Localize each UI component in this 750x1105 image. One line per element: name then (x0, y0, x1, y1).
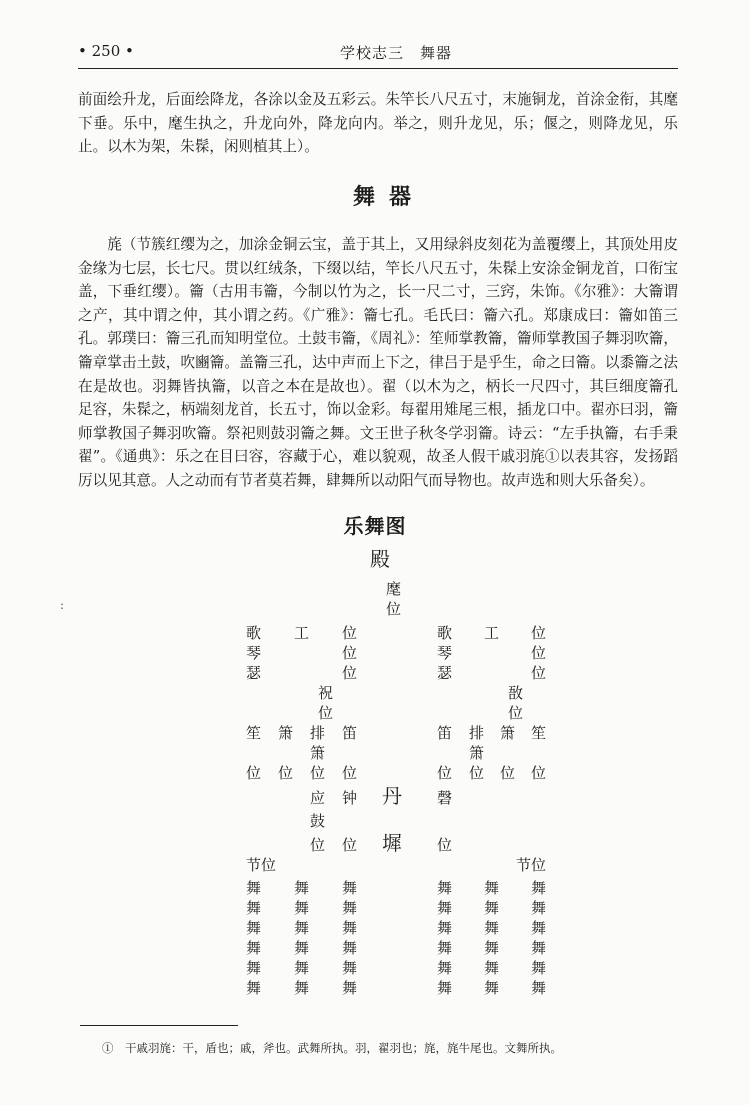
diagram-pai-left: 排 (310, 724, 326, 742)
diagram-dancer: 舞 (437, 879, 453, 897)
diagram-wei: 位 (246, 764, 262, 782)
diagram-dancer: 舞 (484, 879, 500, 897)
diagram-wei: 位 (342, 664, 358, 682)
diagram-dancer: 舞 (342, 879, 358, 897)
diagram-wei: 位 (437, 836, 453, 854)
diagram-qing: 磬 (437, 789, 453, 807)
diagram-gu: 鼓 (310, 812, 326, 830)
scan-speck: : (60, 598, 65, 612)
diagram-hui-wei: 位 (386, 600, 402, 618)
diagram-dancer: 舞 (294, 919, 310, 937)
diagram-dancer: 舞 (342, 919, 358, 937)
diagram-wei: 位 (310, 764, 326, 782)
diagram-dancer: 舞 (484, 919, 500, 937)
diagram-sheng-left: 笙 (246, 724, 262, 742)
diagram-dancer: 舞 (484, 979, 500, 997)
diagram-gong-right: 工 (484, 624, 500, 642)
page-number: • 250 • (78, 42, 134, 60)
diagram-title: 乐舞图 (343, 514, 407, 538)
diagram-wei: 位 (278, 764, 294, 782)
diagram-ge-right: 歌 (437, 624, 453, 642)
section-title: 舞器 (352, 185, 425, 210)
footnote: ① 干戚羽旄：干，盾也；戚，斧也。武舞所执。羽，翟羽也；旄，旄牛尾也。文舞所执。 (102, 1041, 562, 1055)
diagram-qin-right: 琴 (437, 644, 453, 662)
diagram-dancer: 舞 (531, 919, 547, 937)
diagram-wei: 位 (437, 764, 453, 782)
diagram-dancer: 舞 (246, 979, 262, 997)
diagram-dancer: 舞 (246, 899, 262, 917)
running-title: 学校志三 舞器 (340, 44, 453, 62)
diagram-wei: 位 (531, 764, 547, 782)
diagram-zhu: 祝 (318, 684, 334, 702)
diagram-paixiao-right: 箫 (469, 744, 485, 762)
diagram-wei: 位 (531, 644, 547, 662)
diagram-dancer: 舞 (531, 899, 547, 917)
running-header (78, 40, 678, 64)
diagram-palace: 殿 (370, 547, 390, 571)
diagram-dancer: 舞 (531, 959, 547, 977)
diagram-hui: 麾 (386, 580, 402, 598)
diagram-dancer: 舞 (437, 939, 453, 957)
diagram-chi: 墀 (382, 831, 402, 855)
diagram-paixiao-left: 箫 (310, 744, 326, 762)
diagram-dancer: 舞 (484, 939, 500, 957)
diagram-dancer: 舞 (531, 879, 547, 897)
diagram-sheng-right: 笙 (531, 724, 547, 742)
diagram-dancer: 舞 (484, 959, 500, 977)
diagram-dancer: 舞 (294, 899, 310, 917)
diagram-dancer: 舞 (294, 979, 310, 997)
diagram-ying: 应 (310, 789, 326, 807)
diagram-gong-left: 工 (294, 624, 310, 642)
diagram-di-right: 笛 (437, 724, 453, 742)
diagram-jiewei-left: 节位 (246, 856, 277, 874)
diagram-di-left: 笛 (342, 724, 358, 742)
diagram-dancer: 舞 (246, 939, 262, 957)
diagram-zhong: 钟 (342, 789, 358, 807)
diagram-dancer: 舞 (437, 899, 453, 917)
diagram-wei: 位 (318, 704, 334, 722)
diagram-xiao-left: 箫 (278, 724, 294, 742)
diagram-dancer: 舞 (294, 959, 310, 977)
diagram-dancer: 舞 (531, 979, 547, 997)
diagram-dancer: 舞 (531, 939, 547, 957)
diagram-wei: 位 (531, 664, 547, 682)
diagram-dancer: 舞 (294, 939, 310, 957)
diagram-dancer: 舞 (294, 879, 310, 897)
diagram-xiao-right: 箫 (500, 724, 516, 742)
diagram-wei: 位 (342, 644, 358, 662)
diagram-dancer: 舞 (437, 919, 453, 937)
diagram-dancer: 舞 (437, 959, 453, 977)
diagram-wei: 位 (342, 836, 358, 854)
diagram-dancer: 舞 (437, 979, 453, 997)
main-paragraph: 旄（节簇红缨为之，加涂金铜云宝，盖于其上，又用绿斜皮刻花为盖覆缨上，其顶处用皮金缘为七层，长七尺。贯以红绒条，下缀以结，竿长八尺五寸，朱髹上安涂金铜龙首，口衔宝盖，下垂红缨）。籥（古用韦籥，今制以竹为之，长一尺二寸，三窍，朱饰。《尔雅》：大籥谓之产，其中谓之仲，其小谓之药。《广雅》：籥七孔。毛氏曰：籥六孔。郑康成曰：籥如笛三孔。郭璞曰：籥三孔而知明堂位。土鼓韦籥，《周礼》：笙师掌教籥，籥师掌教国子舞羽吹籥，籥章掌击土鼓，吹豳籥。盖籥三孔，达中声而上下之，律吕于是乎生，命之曰籥。以黍籥之法在是故也。羽舞皆执籥，以音之本在是故也）。翟（以木为之，柄长一尺四寸，其巨细度籥孔足容，朱髹之，柄端刻龙首，长五寸，饰以金彩。每翟用雉尾三根，插龙口中。翟亦曰羽，籥师掌教国子舞羽吹籥。祭祀则鼓羽籥之舞。文王世子秋冬学羽籥。诗云：“左手执籥，右手秉翟”。《通典》：乐之在目曰容，容藏于心，难以貌观，故圣人假干戚羽旄①以表其容，发扬蹈厉以见其意。人之动而有节者莫若舞，肆舞所以动阳气而导物也。故声选和则大乐备矣）。 (78, 236, 678, 489)
diagram-wei: 位 (500, 764, 516, 782)
diagram-wei: 位 (342, 764, 358, 782)
footnote-rule (80, 1025, 238, 1026)
diagram-dancer: 舞 (342, 899, 358, 917)
header-rule (78, 68, 678, 69)
diagram-wei: 位 (508, 704, 524, 722)
diagram-se-left: 瑟 (246, 664, 262, 682)
diagram-wei: 位 (531, 624, 547, 642)
diagram-ge-left: 歌 (246, 624, 262, 642)
diagram-dancer: 舞 (246, 879, 262, 897)
diagram-pai-right: 排 (469, 724, 485, 742)
diagram-dancer: 舞 (342, 939, 358, 957)
intro-paragraph: 前面绘升龙，后面绘降龙，各涂以金及五彩云。朱竿长八尺五寸，末施铜龙，首涂金衔，其麾下垂。乐中，麾生执之，升龙向外，降龙向内。举之，则升龙见，乐；偃之，则降龙见，乐止。以木为架，朱髹，闲则植其上）。 (78, 91, 678, 156)
diagram-dancer: 舞 (342, 979, 358, 997)
diagram-wei: 位 (469, 764, 485, 782)
diagram-jiewei-right: 节位 (516, 856, 547, 874)
diagram-qin-left: 琴 (246, 644, 262, 662)
diagram-se-right: 瑟 (437, 664, 453, 682)
diagram-dancer: 舞 (246, 919, 262, 937)
diagram-dancer: 舞 (246, 959, 262, 977)
diagram-wei: 位 (310, 836, 326, 854)
diagram-dancer: 舞 (342, 959, 358, 977)
diagram-dancer: 舞 (484, 899, 500, 917)
diagram-dan: 丹 (382, 784, 402, 808)
diagram-wei: 位 (342, 624, 358, 642)
diagram-yu: 敔 (508, 684, 524, 702)
